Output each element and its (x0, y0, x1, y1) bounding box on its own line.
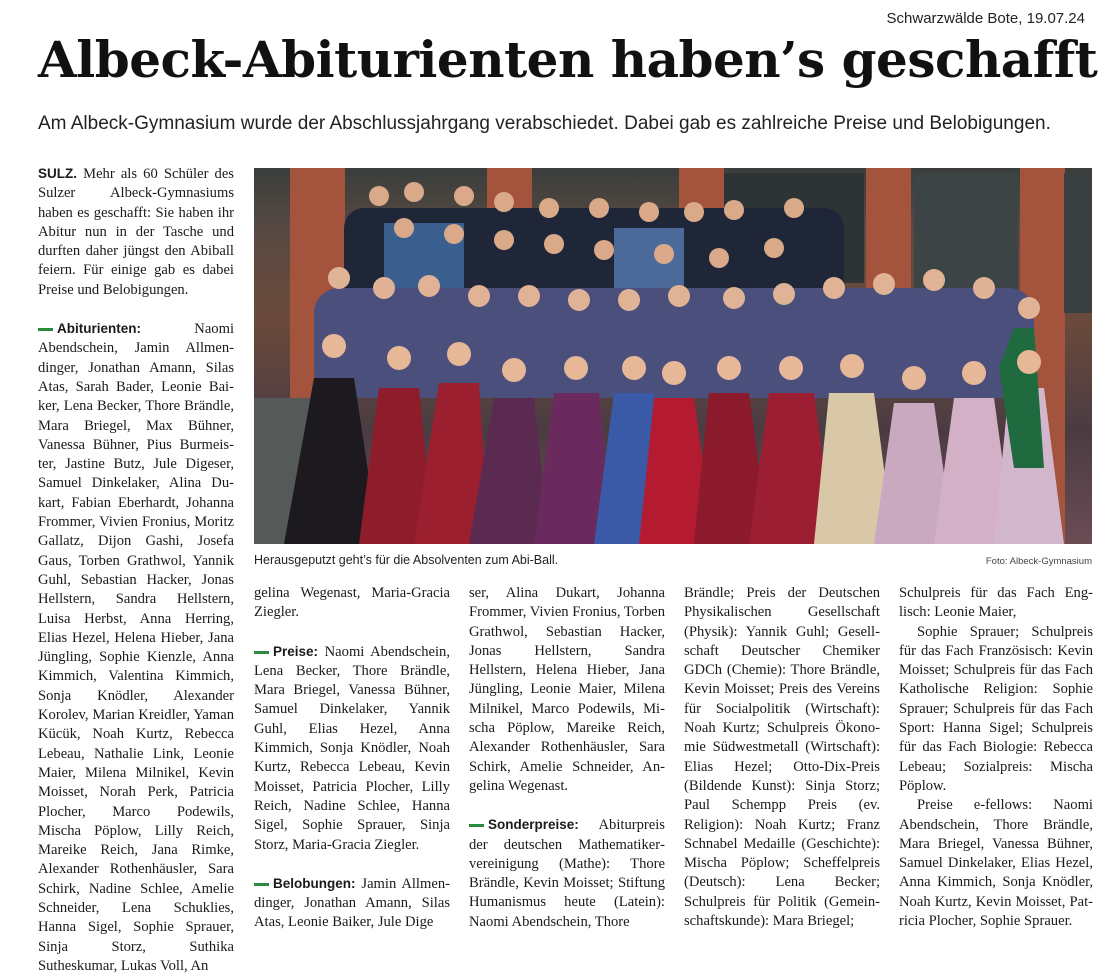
class-photo-illustration (254, 168, 1092, 544)
preise-paragraph: Preise: Naomi Abendschein, Lena Becker, Thore Brändle, Mara Briegel, Vanessa Bühner, Samuel Dinkelaker, Yannik Guhl, Elias Hezel, Anna Kimmich, Sonja Knödler, Noah Kurtz, Rebecca Lebeau, Kevin Moisset, Patricia Plocher, Lilly Reich, Nadine Schlee, Hanna Sigel, Sophie Sprauer, Sinja Storz, Maria-Gracia Ziegler. (254, 643, 450, 853)
subheadline: Am Albeck-Gymnasium wurde der Abschlussjahrgang verabschiedet. Dabei gab es zahlreiche Preise und Belobigungen. (38, 113, 1051, 134)
schulpreis-englisch: Schulpreis für das Fach Englisch: Leonie Maier, (899, 585, 1093, 621)
section-bullet (469, 824, 484, 827)
belobungen-paragraph: Belobungen: Jamin Allmendinger, Jonathan Amann, Silas Atas, Leonie Baiker, Jule Dige (254, 875, 450, 931)
article-column-3 (469, 584, 665, 932)
dateline: SULZ. (38, 166, 77, 181)
sonderpreise-heading: Sonderpreise: (488, 817, 579, 833)
article-column-4 (684, 584, 880, 931)
preise-heading: Preise: (273, 643, 319, 659)
abiturienten-heading: Abiturienten: (57, 321, 141, 337)
article-column-1 (38, 164, 234, 976)
headline: Albeck-Abiturienten haben’s geschafft (38, 30, 1098, 89)
belobungen-continued: ser, Alina Dukart, Johanna Frommer, Vivien Fronius, Torben Grathwol, Sebastian Hacker, Jonas Hellstern, Sandra Hellstern, Helena Hieber, Jana Jüngling, Leonie Maier, Milena Milnikel, Marco Podewils, Mischa Pöplow, Mareike Reich, Alexander Rothenhäusler, Sara Schirk, Amelie Schneider, Angelina Wegenast. (469, 585, 666, 794)
article-column-5 (899, 584, 1093, 931)
intro-paragraph: SULZ. Mehr als 60 Schüler des Sulzer Albeck-Gymnasiums haben es geschafft: Sie haben ihr Abitur nun in der Tasche und durften daher jüngst den Abiball feiern. Für einige gab es dabei Preise und Belobigungen. (38, 166, 234, 298)
source-dateline: Schwarzwälde Bote, 19.07.24 (886, 10, 1085, 27)
section-bullet (254, 651, 269, 654)
photo-credit: Foto: Albeck-Gymnasium (985, 556, 1092, 567)
e-fellows-paragraph: Preise e-fellows: Naomi Abendschein, Thore Brändle, Mara Briegel, Vanessa Bühner, Samuel Dinkelaker, Elias Hezel, Anna Kimmich, Sonja Knödler, Noah Kurtz, Kevin Moisset, Patricia Plocher, Sophie Sprauer. (899, 797, 1093, 930)
sonderpreise-paragraph: Sonderpreise: Abiturpreis der deutschen Mathematikervereinigung (Mathe): Thore Brändle, Kevin Moisset; Stiftung Humanismus heute (Latein): Naomi Abendschein, Thore (469, 817, 665, 930)
abiturienten-continued: gelina Wegenast, Maria-Gracia Ziegler. (254, 585, 450, 621)
section-bullet (38, 328, 53, 331)
photo-caption: Herausgeputzt geht’s für die Absolventen zum Abi-Ball. (254, 553, 559, 567)
schulpreise-paragraph: Sophie Sprauer; Schulpreis für das Fach Französisch: Kevin Moisset; Schulpreis für das Fach Katholische Religion: Sophie Sprauer; Schulpreis für das Fach Sport: Hanna Sigel; Schulpreis für das Fach Biologie: Rebecca Lebeau; Sozialpreis: Mischa Pöplow. (899, 623, 1093, 794)
class-photo (254, 168, 1092, 544)
belobungen-heading: Belobungen: (273, 875, 356, 891)
section-bullet (254, 883, 269, 886)
article-column-2 (254, 584, 450, 933)
abiturienten-paragraph: Abiturienten: Naomi Abendschein, Jamin Allmendinger, Jonathan Amann, Silas Atas, Sarah Bader, Leonie Baiker, Lena Becker, Thore Brändle, Mara Briegel, Max Bühner, Vanessa Bühner, Pius Burmeister, Jastine Butz, Jule Digeser, Samuel Dinkelaker, Alina Dukart, Fabian Eberhardt, Johanna Frommer, Vivien Fronius, Moritz Gallatz, Dijon Gashi, Josefa Gaus, Torben Grathwol, Yannik Guhl, Sebastian Hacker, Jonas Hellstern, Sandra Hellstern, Luisa Herbst, Anna Herring, Elias Hezel, Helena Hieber, Jana Jüngling, Sophie Kienzle, Anna Kimmich, Valentina Kimmich, Sonja Knödler, Alexander Korolev, Marian Kreidler, Yaman Kücük, Noah Kurtz, Rebecca Lebeau, Nathalie Link, Leonie Maier, Milena Milnikel, Kevin Moisset, Norah Perk, Patricia Plocher, Marco Podewils, Mischa Pöplow, Lilly Reich, Mareike Reich, Jana Rimke, Alexander Rothenhäusler, Sara Schirk, Nadine Schlee, Amelie Schneider, Lena Schuklies, Hanna Sigel, Sophie Sprauer, Sinja Storz, Suthika Sutheskumar, Lukas Voll, An (38, 321, 234, 974)
sonderpreise-continued: Brändle; Preis der Deutschen Physikalischen Gesellschaft (Physik): Yannik Guhl; Gesellschaft Deutscher Chemiker GDCh (Chemie): Thore Brändle, Kevin Moisset; Preis des Vereins für Socialpolitik (Wirtschaft): Noah Kurtz; Schulpreis Ökonomie Südwestmetall (Wirtschaft): Elias Hezel; Otto-Dix-Preis (Bildende Kunst): Sinja Storz; Paul Schempp Preis (ev. Religion): Noah Kurtz; Franz Schnabel Medaille (Geschichte): Mischa Pöplow; Scheffelpreis (Deutsch): Lena Becker; Schulpreis für Politik (Gemeinschaftskunde): Mara Briegel; (684, 585, 880, 930)
